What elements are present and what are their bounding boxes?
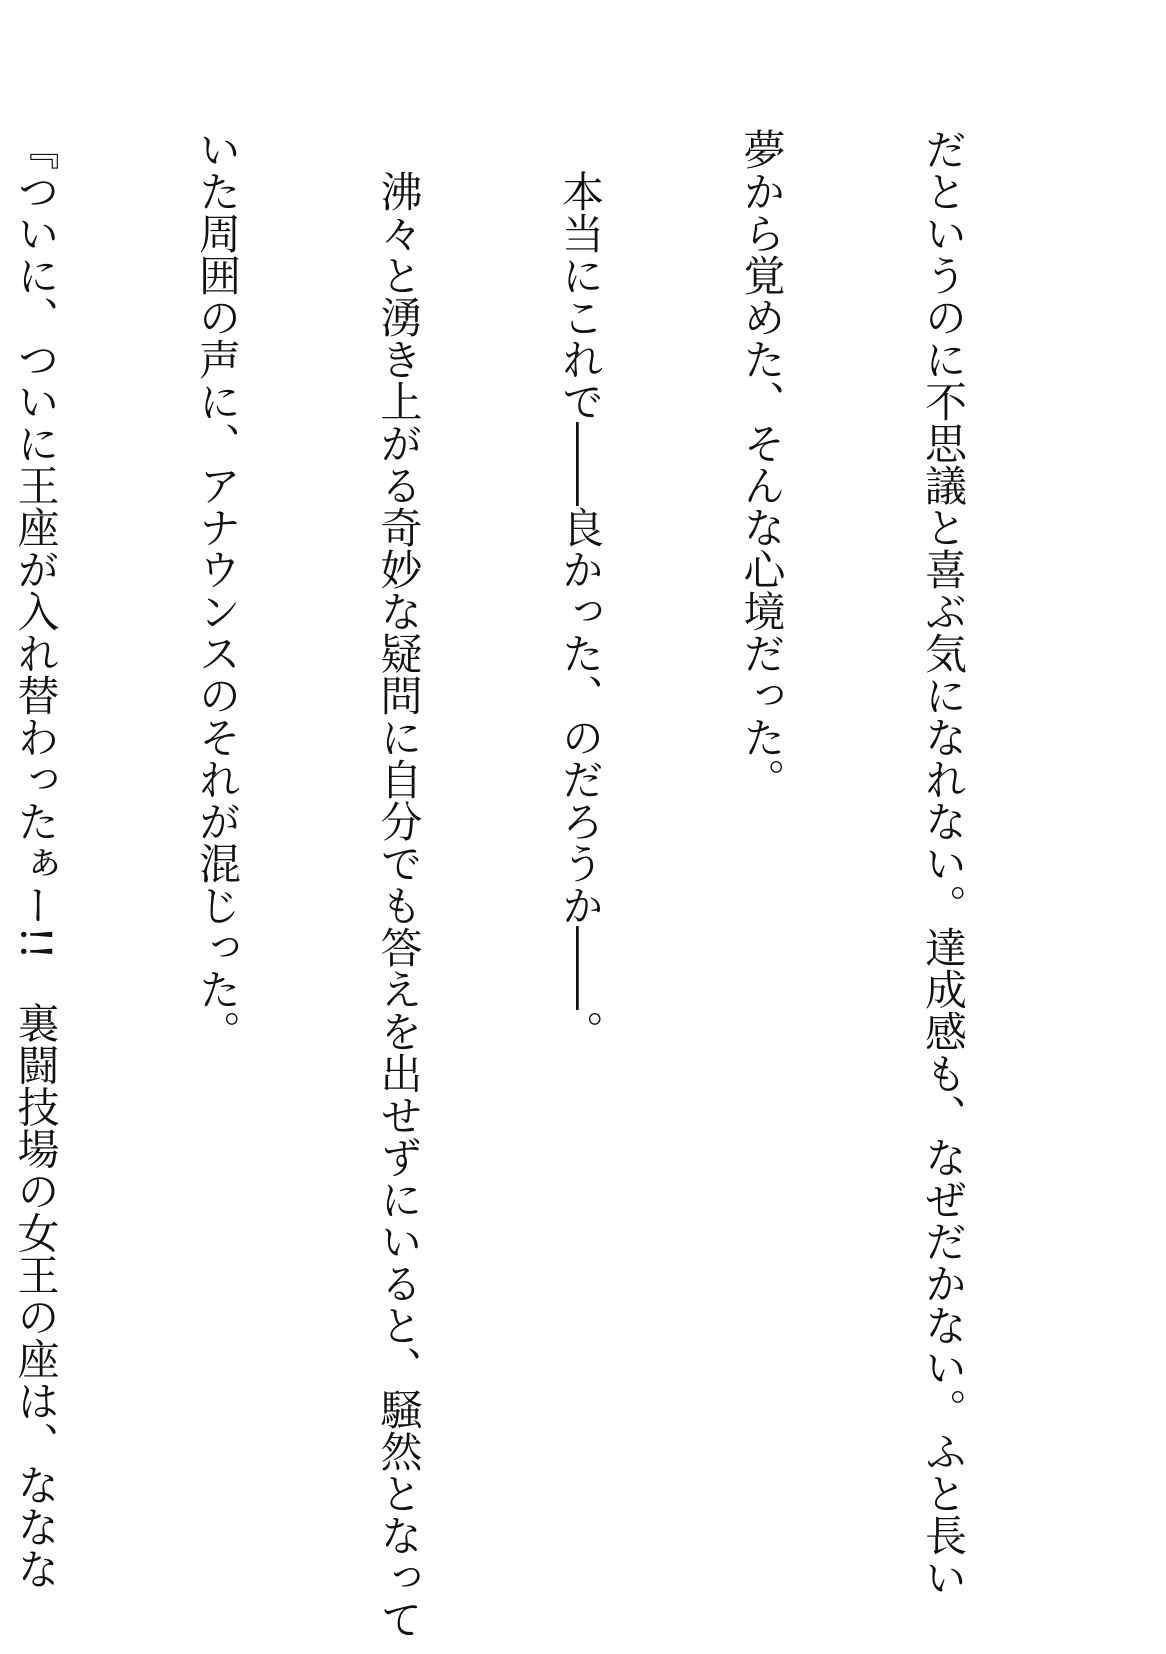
text-line-6: 『ついに、ついに王座が入れ替わったぁー!! 裏闘技場の女王の座は、ななな xyxy=(11,128,61,1590)
text-line-4: 沸々と湧き上がる奇妙な疑問に自分でも答えを出せずにいると、騒然となって xyxy=(374,128,424,1640)
vertical-text-body xyxy=(0,128,1094,1640)
text-line-1: だというのに不思議と喜ぶ気になれない。達成感も、なぜだかない。ふと長い xyxy=(919,128,968,1598)
text-line-3: 本当にこれで――良かった、のだろうか――。 xyxy=(556,128,605,1052)
text-line-2: 夢から覚めた、そんな心境だった。 xyxy=(737,128,787,800)
text-line-5: いた周囲の声に、アナウンスのそれが混じった。 xyxy=(193,128,242,1052)
